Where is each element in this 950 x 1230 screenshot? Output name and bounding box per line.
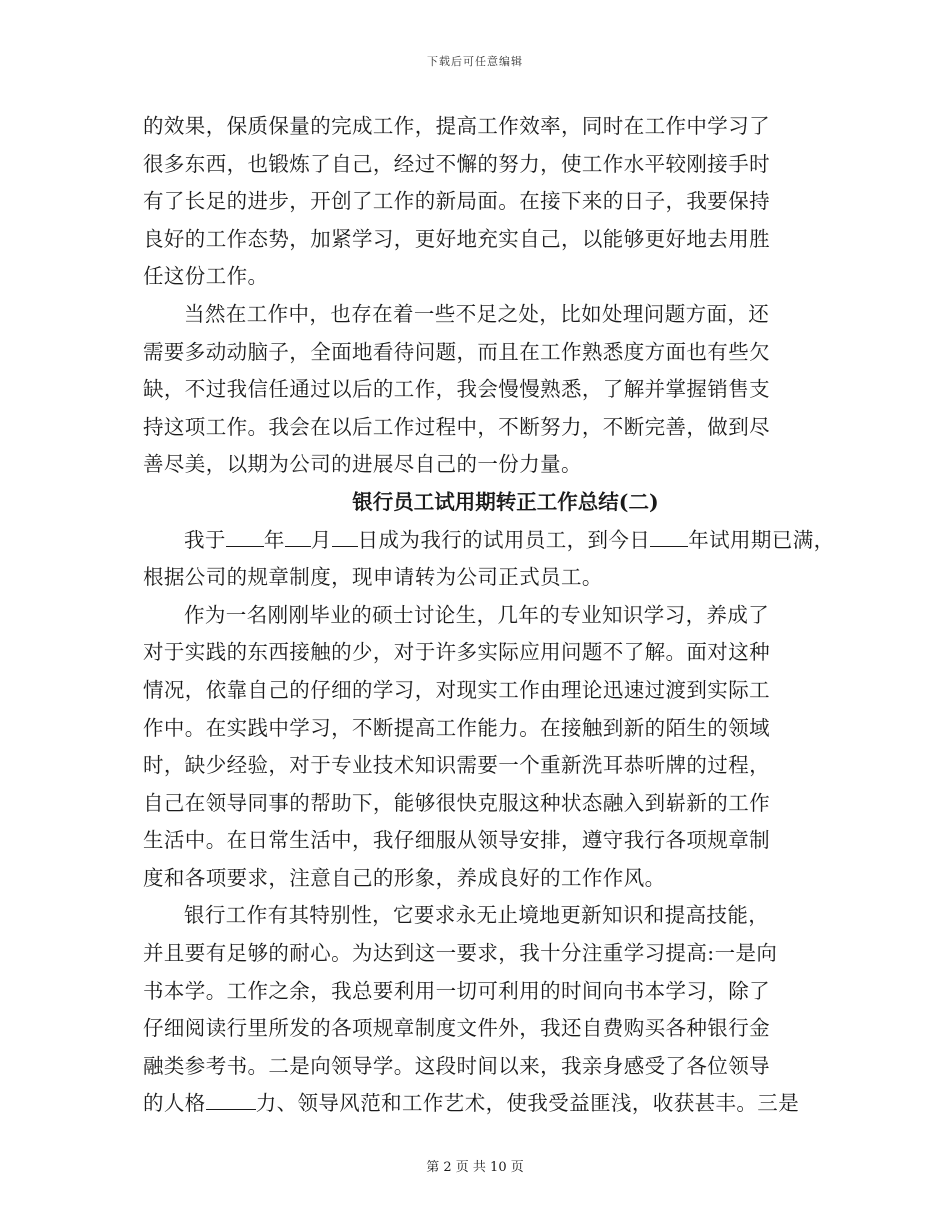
text-line: 善尽美，以期为公司的进展尽自己的一份力量。 xyxy=(143,452,582,477)
document-body xyxy=(143,108,835,1123)
paragraph xyxy=(143,522,835,597)
paragraph xyxy=(143,897,808,1123)
paragraph xyxy=(143,597,808,898)
text-line: 自己在领导同事的帮助下，能够很快克服这种状态融入到崭新的工作 xyxy=(143,790,770,815)
text-line: 作中。在实践中学习，不断提高工作能力。在接触到新的陌生的领域 xyxy=(143,715,770,740)
text-segment: 年试用期已满， xyxy=(688,527,835,552)
blank-underline xyxy=(226,524,264,547)
blank-underline xyxy=(650,524,688,547)
text-line: 任这份工作。 xyxy=(143,264,269,289)
text-line: 良好的工作态势，加紧学习，更好地充实自己，以能够更好地去用胜 xyxy=(143,226,770,251)
text-line: 缺，不过我信任通过以后的工作，我会慢慢熟悉，了解并掌握销售支 xyxy=(143,377,770,402)
text-segment: 我于 xyxy=(184,527,226,552)
text-line: 情况，依靠自己的仔细的学习，对现实工作由理论迅速过渡到实际工 xyxy=(143,677,770,702)
text-line: 的效果，保质保量的完成工作，提高工作效率，同时在工作中学习了 xyxy=(143,114,770,138)
text-line xyxy=(143,1085,808,1123)
text-segment: 日成为我行的试用员工，到今日 xyxy=(357,527,651,552)
text-line xyxy=(143,522,835,560)
text-line: 融类参考书。二是向领导学。这段时间以来，我亲身感受了各位领导 xyxy=(143,1053,770,1078)
blank-underline xyxy=(206,1087,256,1110)
text-line: 对于实践的东西接触的少，对于许多实际应用问题不了解。面对这种 xyxy=(143,640,770,665)
text-line: 持这项工作。我会在以后工作过程中，不断努力，不断完善，做到尽 xyxy=(143,414,770,439)
text-line: 根据公司的规章制度，现申请转为公司正式员工。 xyxy=(143,565,603,590)
paragraph xyxy=(143,108,808,296)
header-note: 下载后可任意编辑 xyxy=(427,55,523,68)
text-line: 银行工作有其特别性，它要求永无止境地更新知识和提高技能， xyxy=(184,903,770,928)
text-line: 并且要有足够的耐心。为达到这一要求，我十分注重学习提高:一是向 xyxy=(143,941,778,966)
text-line: 当然在工作中，也存在着一些不足之处，比如处理问题方面，还 xyxy=(184,301,770,326)
blank-underline xyxy=(332,524,358,547)
paragraph xyxy=(143,296,808,484)
text-line: 需要多动动脑子，全面地看待问题，而且在工作熟悉度方面也有些欠 xyxy=(143,339,770,364)
text-segment: 的人格 xyxy=(143,1091,206,1116)
page-number: 第 2 页 共 10 页 xyxy=(426,1160,524,1175)
text-line: 时，缺少经验，对于专业技术知识需要一个重新洗耳恭听牌的过程， xyxy=(143,753,770,778)
text-segment: 年 xyxy=(263,527,285,552)
text-line: 作为一名刚刚毕业的硕士讨论生，几年的专业知识学习，养成了 xyxy=(184,602,770,627)
text-line: 书本学。工作之余，我总要利用一切可利用的时间向书本学习，除了 xyxy=(143,978,770,1003)
text-line: 仔细阅读行里所发的各项规章制度文件外，我还自费购买各种银行金 xyxy=(143,1016,770,1041)
text-segment: 月 xyxy=(310,527,332,552)
text-segment: 力、领导风范和工作艺术，使我受益匪浅，收获甚丰。三是 xyxy=(255,1091,800,1116)
blank-underline xyxy=(285,524,311,547)
text-line: 有了长足的进步，开创了工作的新局面。在接下来的日子，我要保持 xyxy=(143,189,770,214)
text-line: 生活中。在日常生活中，我仔细服从领导安排，遵守我行各项规章制 xyxy=(143,828,770,853)
section-title: 银行员工试用期转正工作总结(二) xyxy=(352,489,659,514)
text-line: 度和各项要求，注意自己的形象，养成良好的工作作风。 xyxy=(143,865,666,890)
text-line: 很多东西，也锻炼了自己，经过不懈的努力，使工作水平较刚接手时 xyxy=(143,151,770,176)
